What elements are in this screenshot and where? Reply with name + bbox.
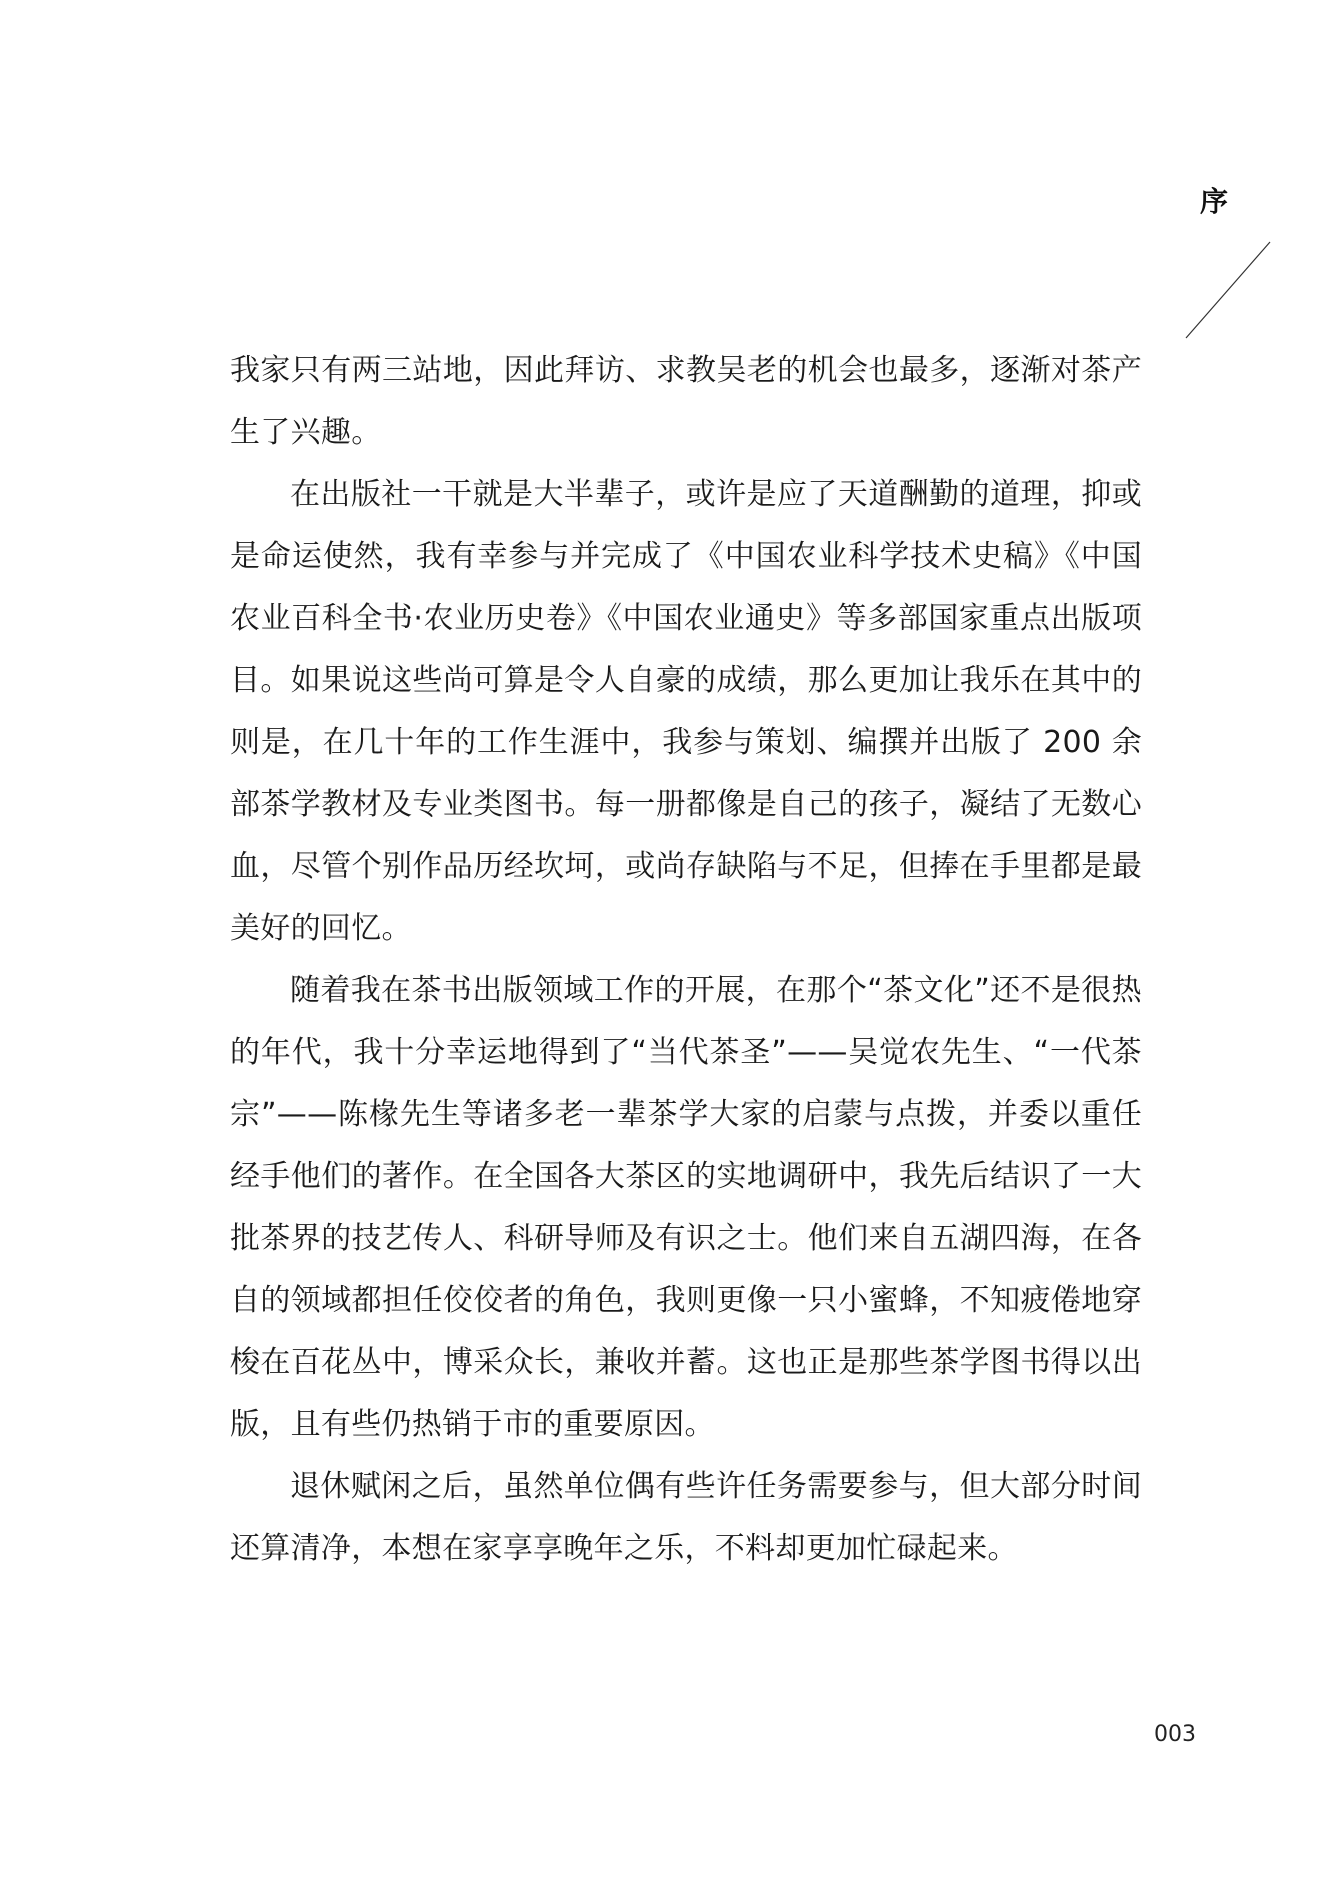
paragraph-4: 退休赋闲之后，虽然单位偶有些许任务需要参与，但大部分时间还算清净，本想在家享享晚年之乐，不料却更加忙碌起来。 [230, 1469, 1142, 1566]
section-title: 序 [1200, 185, 1230, 218]
body-text [230, 340, 1142, 1580]
paragraph-2: 在出版社一干就是大半辈子，或许是应了天道酬勤的道理，抑或是命运使然，我有幸参与并完成了《中国农业科学技术史稿》《中国农业百科全书·农业历史卷》《中国农业通史》等多部国家重点出版项目。如果说这些尚可算是令人自豪的成绩，那么更加让我乐在其中的则是，在几十年的工作生涯中，我参与策划、编撰并出版了 200 余部茶学教材及专业类图书。每一册都像是自己的孩子，凝结了无数心血，尽管个别作品历经坎坷，或尚存缺陷与不足，但捧在手里都是最美好的回忆。 [230, 477, 1142, 946]
paragraph-3: 随着我在茶书出版领域工作的开展，在那个“茶文化”还不是很热的年代，我十分幸运地得到了“当代茶圣”——吴觉农先生、“一代茶宗”——陈椽先生等诸多老一辈茶学大家的启蒙与点拨，并委以重任经手他们的著作。在全国各大茶区的实地调研中，我先后结识了一大批茶界的技艺传人、科研导师及有识之士。他们来自五湖四海，在各自的领域都担任佼佼者的角色，我则更像一只小蜜蜂，不知疲倦地穿梭在百花丛中，博采众长，兼收并蓄。这也正是那些茶学图书得以出版，且有些仍热销于市的重要原因。 [230, 973, 1142, 1442]
page-number: 003 [1154, 1722, 1196, 1747]
decorative-diagonal-line [1184, 240, 1274, 340]
paragraph-1: 我家只有两三站地，因此拜访、求教吴老的机会也最多，逐渐对茶产生了兴趣。 [230, 353, 1142, 450]
